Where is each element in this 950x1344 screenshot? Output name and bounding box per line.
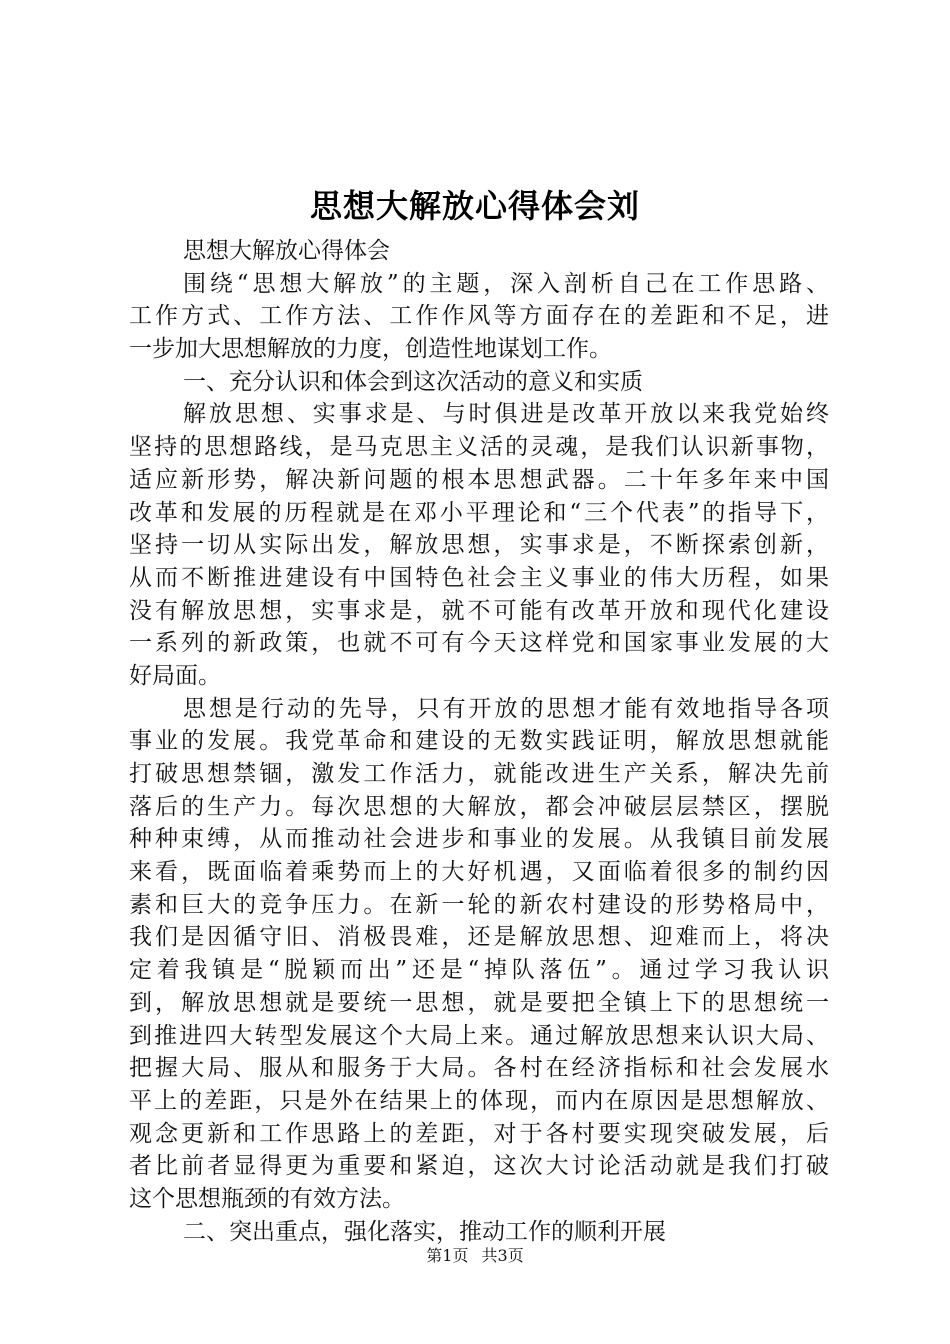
body-line: 事业的发展。我党革命和建设的无数实践证明，解放思想就能 [129,728,829,755]
body-line: 一系列的新政策，也就不可有今天这样党和国家事业发展的大 [129,630,829,657]
body-line: 种种束缚，从而推动社会进步和事业的发展。从我镇目前发展 [129,826,829,853]
body-line: 我们是因循守旧、消极畏难，还是解放思想、迎难而上，将决 [129,924,829,951]
body-line: 思想大解放心得体会 [183,238,390,264]
body-line: 落后的生产力。每次思想的大解放，都会冲破层层禁区，摆脱 [129,793,829,820]
body-line: 一步加大思想解放的力度，创造性地谋划工作。 [129,336,612,363]
body-line: 工作方式、工作方法、工作作风等方面存在的差距和不足，进 [129,303,829,330]
body-line: 这个思想瓶颈的有效方法。 [129,1185,405,1212]
body-line: 观念更新和工作思路上的差距，对于各村要实现突破发展，后 [129,1120,829,1147]
body-line: 思想是行动的先导，只有开放的思想才能有效地指导各项 [183,695,829,722]
body-line: 来看，既面临着乘势而上的大好机遇，又面临着很多的制约因 [129,859,829,886]
body-line: 素和巨大的竞争压力。在新一轮的新农村建设的形势格局中， [129,891,829,918]
body-line: 改革和发展的历程就是在邓小平理论和“三个代表”的指导下， [129,499,829,526]
body-line: 围绕“思想大解放”的主题，深入剖析自己在工作思路、 [183,270,829,297]
body-line: 者比前者显得更为重要和紧迫，这次大讨论活动就是我们打破 [129,1153,829,1180]
body-line: 好局面。 [129,662,221,689]
page-total: 共3页 [481,1246,524,1265]
body-line: 坚持一切从实际出发，解放思想，实事求是，不断探索创新， [129,532,829,559]
body-line: 打破思想禁锢，激发工作活力，就能改进生产关系，解决先前 [129,761,829,787]
body-line: 到，解放思想就是要统一思想，就是要把全镇上下的思想统一 [129,989,829,1016]
body-line: 平上的差距，只是外在结果上的体现，而内在原因是思想解放、 [129,1087,829,1114]
body-line: 定着我镇是“脱颖而出”还是“掉队落伍”。通过学习我认识 [129,957,829,984]
body-line: 到推进四大转型发展这个大局上来。通过解放思想来认识大局、 [129,1022,829,1049]
body-line: 适应新形势，解决新问题的根本思想武器。二十年多年来中国 [129,466,829,493]
page-number: 第1页 [426,1246,469,1265]
body-line: 一、充分认识和体会到这次活动的意义和实质 [183,368,643,395]
document-title: 思想大解放心得体会刘 [309,187,640,225]
body-line: 把握大局、服从和服务于大局。各村在经济指标和社会发展水 [129,1055,829,1082]
document-body [129,235,829,1248]
body-line: 没有解放思想，实事求是，就不可能有改革开放和现代化建设 [129,597,829,624]
body-line: 坚持的思想路线，是马克思主义活的灵魂，是我们认识新事物， [129,434,829,461]
page-footer [0,1245,950,1267]
body-line: 解放思想、实事求是、与时俱进是改革开放以来我党始终 [183,401,829,428]
body-line: 二、突出重点，强化落实，推动工作的顺利开展 [183,1218,666,1245]
body-line: 从而不断推进建设有中国特色社会主义事业的伟大历程，如果 [129,564,829,591]
